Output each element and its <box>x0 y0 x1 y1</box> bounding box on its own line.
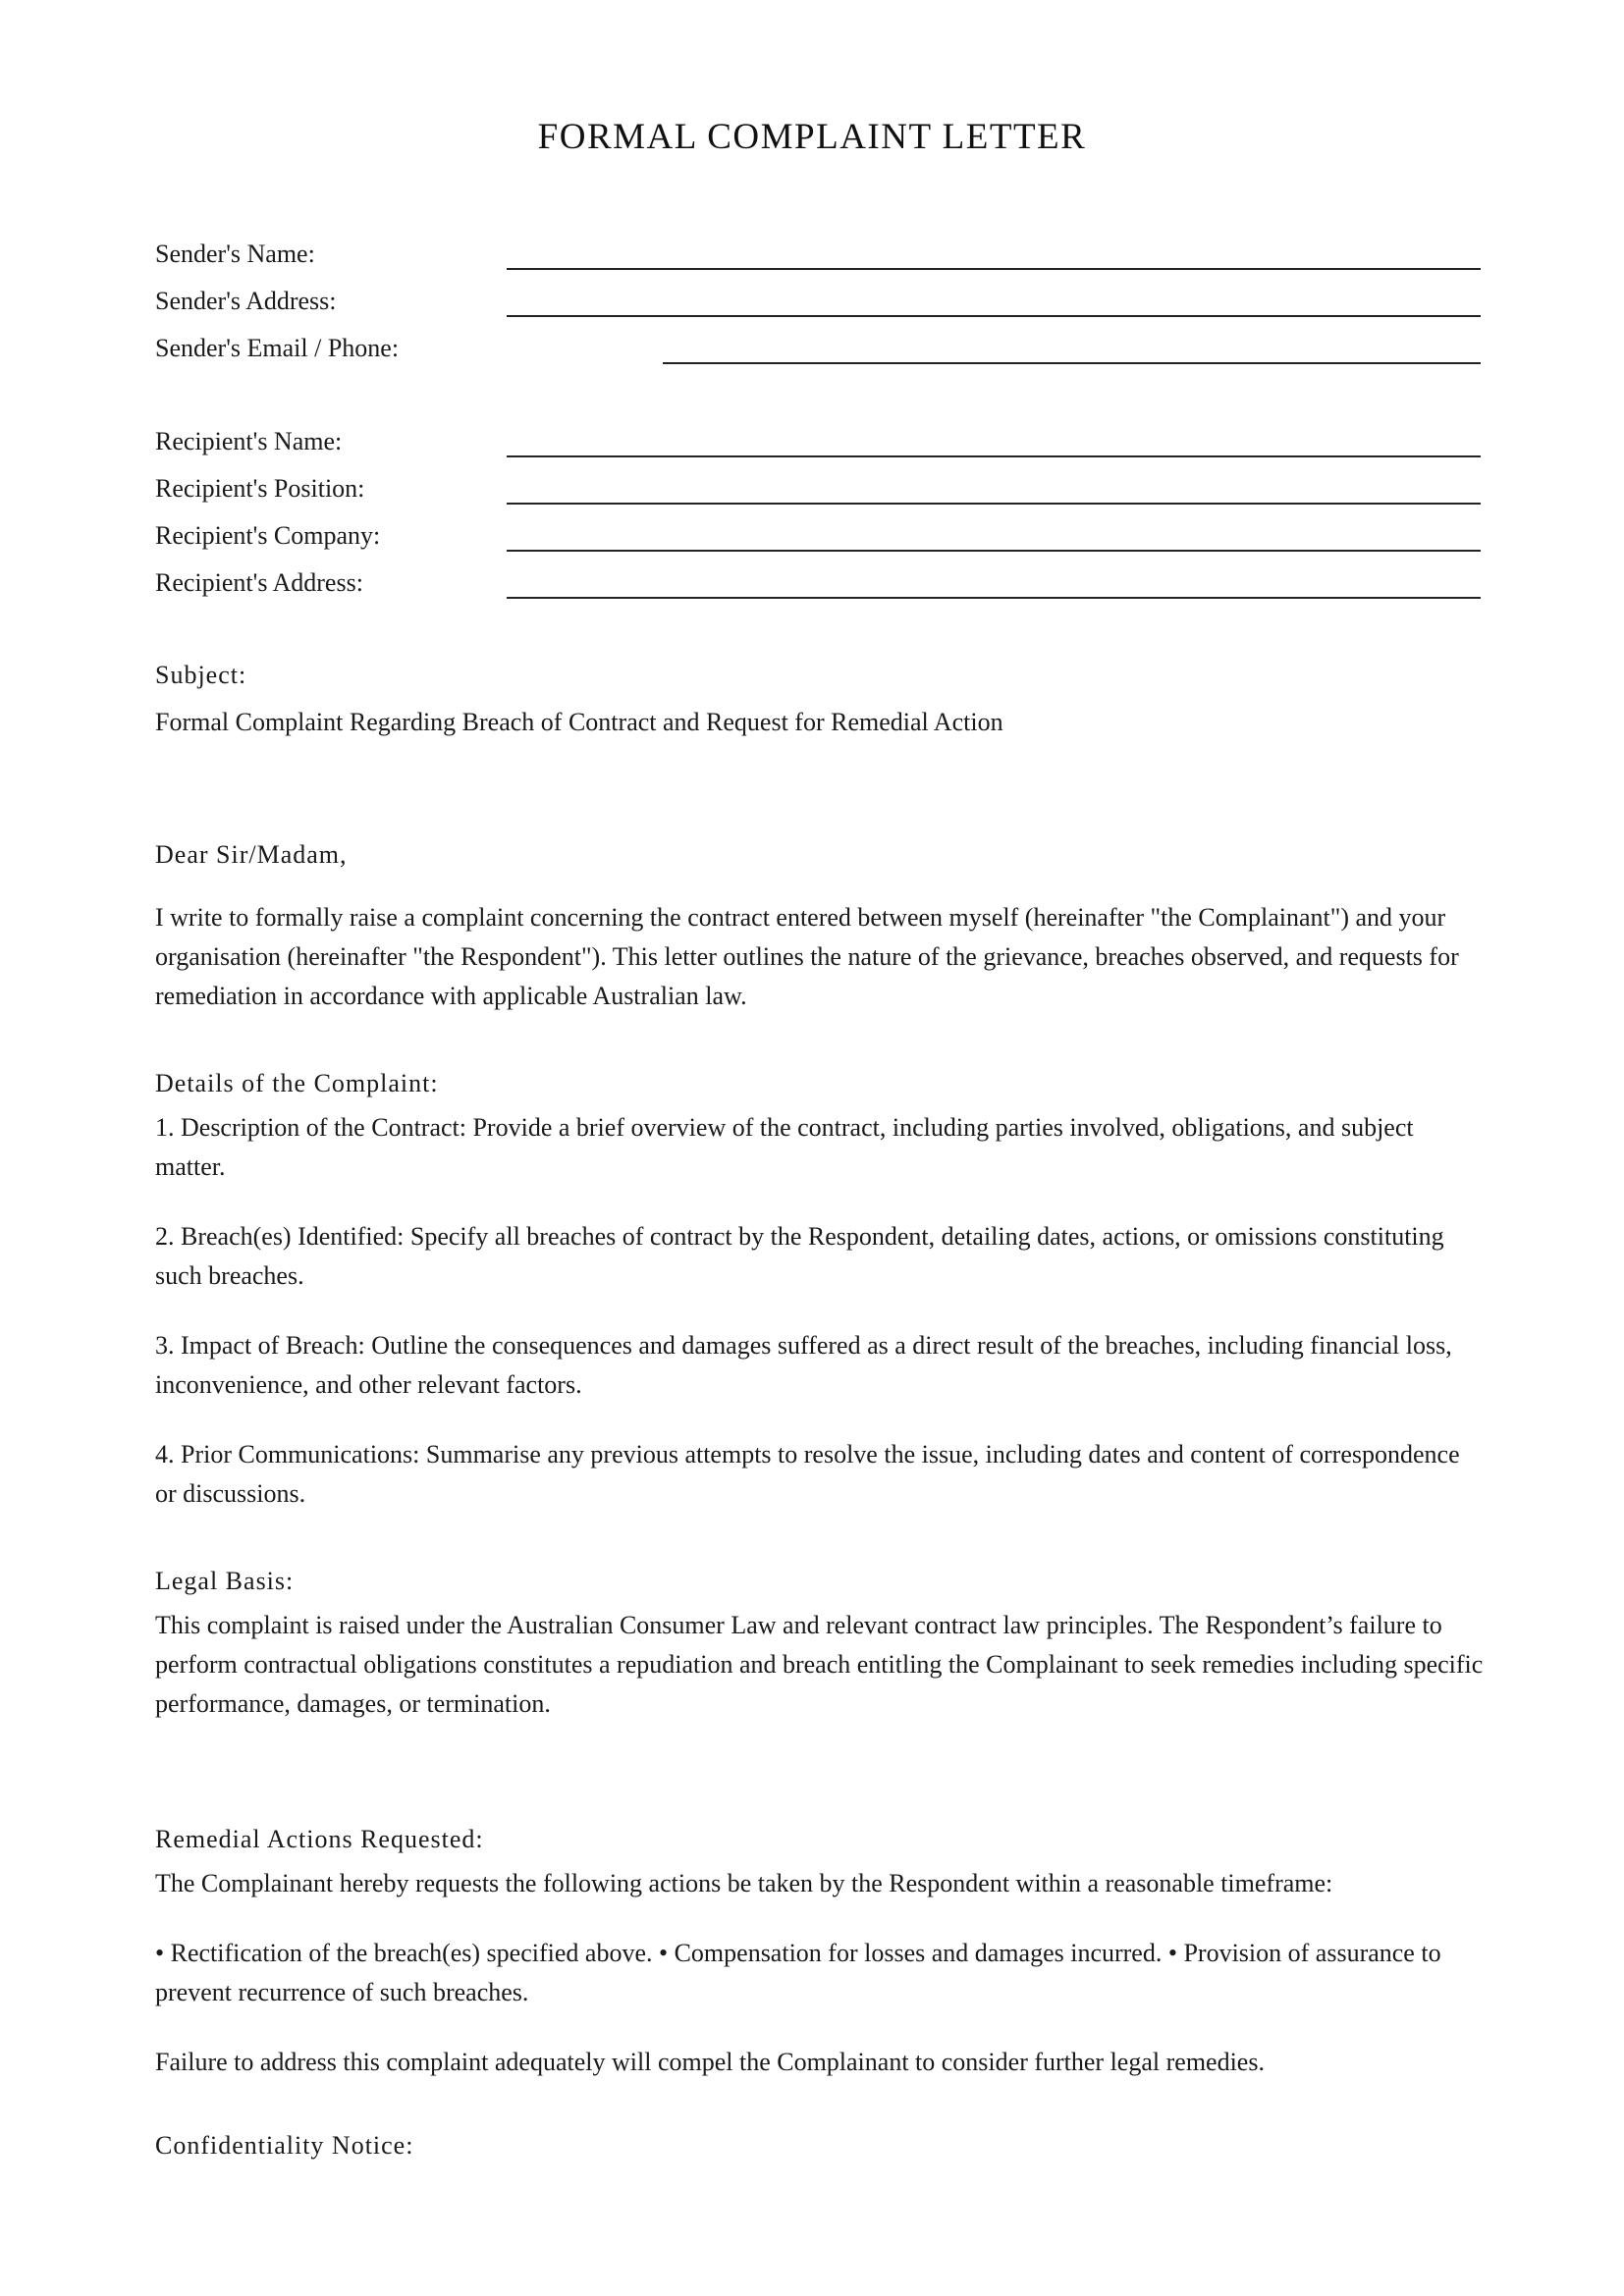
document-title: FORMAL COMPLAINT LETTER <box>537 117 1087 157</box>
recipient-name-line[interactable] <box>507 455 1481 457</box>
remedial-intro: The Complainant hereby requests the following actions be taken by the Respondent within a reasonable timeframe: <box>155 1869 1333 1897</box>
confidentiality-heading: Confidentiality Notice: <box>155 2131 414 2160</box>
recipient-address-line[interactable] <box>507 597 1481 599</box>
recipient-name-label: Recipient's Name: <box>155 427 343 455</box>
recipient-company-line[interactable] <box>507 550 1481 552</box>
sender-address-field <box>155 285 1481 324</box>
sender-name-line[interactable] <box>507 268 1481 270</box>
greeting: Dear Sir/Madam, <box>155 840 348 869</box>
subject-label: Subject: <box>155 661 247 689</box>
remedial-bullets: • Rectification of the breach(es) specified above. • Compensation for losses and damages incurred. • Provision of assurance to prevent recurrence of such breaches. <box>155 1939 1441 2006</box>
legal-heading: Legal Basis: <box>155 1567 295 1595</box>
subject-text: Formal Complaint Regarding Breach of Contract and Request for Remedial Action <box>155 708 1003 736</box>
details-item-4: 4. Prior Communications: Summarise any previous attempts to resolve the issue, including dates and content of correspondence or discussions. <box>155 1440 1460 1508</box>
sender-name-field <box>155 238 1481 277</box>
recipient-address-label: Recipient's Address: <box>155 568 363 597</box>
recipient-position-field <box>155 472 1481 511</box>
recipient-address-field <box>155 566 1481 606</box>
details-item-2: 2. Breach(es) Identified: Specify all breaches of contract by the Respondent, detailing dates, actions, or omissions constituting such breaches. <box>155 1222 1444 1290</box>
recipient-position-label: Recipient's Position: <box>155 474 365 503</box>
sender-address-label: Sender's Address: <box>155 287 337 315</box>
intro-paragraph: I write to formally raise a complaint concerning the contract entered between myself (hereinafter "the Complainant") and your organisation (hereinafter "the Respondent"). This letter outlines the nature of the grievance, breaches observed, and requests for remediation in accordance with applicable Australian law. <box>155 903 1459 1010</box>
sender-contact-line[interactable] <box>663 362 1481 364</box>
remedial-heading: Remedial Actions Requested: <box>155 1825 484 1853</box>
details-item-1: 1. Description of the Contract: Provide a brief overview of the contract, including parties involved, obligations, and subject matter. <box>155 1113 1414 1181</box>
recipient-position-line[interactable] <box>507 503 1481 505</box>
sender-contact-label: Sender's Email / Phone: <box>155 334 400 362</box>
sender-contact-field <box>155 332 1481 371</box>
remedial-warning: Failure to address this complaint adequately will compel the Complainant to consider further legal remedies. <box>155 2048 1265 2076</box>
recipient-name-field <box>155 425 1481 464</box>
sender-name-label: Sender's Name: <box>155 240 315 268</box>
legal-paragraph: This complaint is raised under the Australian Consumer Law and relevant contract law principles. The Respondent’s failure to perform contractual obligations constitutes a repudiation and breach entitling the Complainant to seek remedies including specific performance, damages, or termination. <box>155 1611 1484 1718</box>
recipient-company-label: Recipient's Company: <box>155 521 381 550</box>
recipient-company-field <box>155 519 1481 559</box>
details-heading: Details of the Complaint: <box>155 1069 439 1097</box>
details-item-3: 3. Impact of Breach: Outline the consequences and damages suffered as a direct result of the breaches, including financial loss, inconvenience, and other relevant factors. <box>155 1331 1452 1399</box>
sender-address-line[interactable] <box>507 315 1481 317</box>
